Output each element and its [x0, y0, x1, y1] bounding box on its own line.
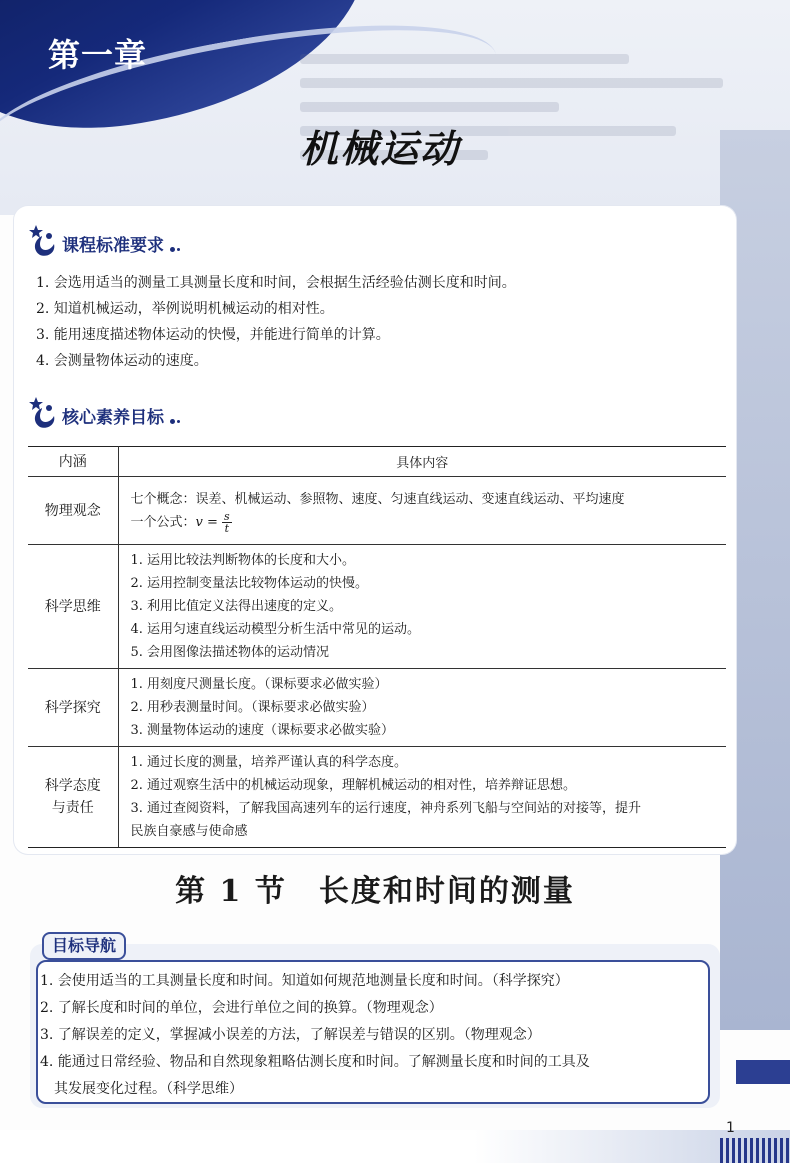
row-label: 科学态度 与责任	[28, 747, 118, 848]
fraction: $\frac{s}{t}$	[224, 509, 230, 535]
dots-icon	[170, 247, 180, 252]
table-row	[28, 545, 726, 669]
core-heading-text: 核心素养目标	[62, 408, 164, 428]
core-literacy-table	[28, 446, 726, 848]
row-line: 七个概念：误差、机械运动、参照物、速度、匀速直线运动、变速直线运动、平均速度	[130, 491, 625, 507]
row-content	[118, 477, 726, 545]
curriculum-heading	[28, 222, 180, 258]
curriculum-list	[36, 270, 516, 374]
row-line: 2. 用秒表测量时间。（课标要求必做实验）	[130, 700, 375, 715]
row-line: 3. 通过查阅资料，了解我国高速列车的运行速度，神舟系列飞船与空间站的对接等，提升	[130, 801, 642, 816]
list-item: 4. 会测量物体运动的速度。	[36, 353, 208, 369]
star-figure-icon	[28, 394, 60, 430]
table-header-row	[28, 447, 726, 477]
row-content	[118, 669, 726, 747]
row-line: 2. 通过观察生活中的机械运动现象，理解机械运动的相对性，培养辩证思想。	[130, 778, 577, 793]
dots-icon	[170, 419, 180, 424]
row-label: 科学探究	[28, 669, 118, 747]
list-item: 3. 能用速度描述物体运动的快慢，并能进行简单的计算。	[36, 327, 390, 343]
column-header: 具体内容	[118, 447, 726, 477]
row-line: 4. 运用匀速直线运动模型分析生活中常见的运动。	[130, 622, 421, 637]
list-item: 3. 了解误差的定义，掌握减小误差的方法，了解误差与错误的区别。（物理观念）	[40, 1027, 541, 1043]
row-line: 3. 利用比值定义法得出速度的定义。	[130, 599, 343, 614]
goal-list	[40, 968, 708, 1103]
page-number: 1	[726, 1120, 735, 1136]
row-line: 1. 用刻度尺测量长度。（课标要求必做实验）	[130, 677, 388, 692]
row-content	[118, 545, 726, 669]
chapter-label: 第一章	[48, 36, 148, 74]
section-name: 长度和时间的测量	[318, 874, 575, 909]
list-item: 2. 了解长度和时间的单位，会进行单位之间的换算。（物理观念）	[40, 1000, 443, 1016]
goal-nav-tag: 目标导航	[42, 932, 126, 960]
row-line: 2. 运用控制变量法比较物体运动的快慢。	[130, 576, 369, 591]
list-item: 1. 会使用适当的工具测量长度和时间。知道如何规范地测量长度和时间。（科学探究）	[40, 973, 569, 989]
footer-band	[0, 1130, 790, 1163]
column-header: 内涵	[28, 447, 118, 477]
chapter-title: 机械运动	[299, 127, 460, 171]
side-strip	[736, 1060, 790, 1084]
row-label: 科学思维	[28, 545, 118, 669]
star-figure-icon	[28, 222, 60, 258]
footer-stripes	[720, 1138, 790, 1163]
curriculum-heading-text: 课程标准要求	[62, 236, 164, 256]
core-heading	[28, 394, 180, 430]
table-row	[28, 747, 726, 848]
row-line: 3. 测量物体运动的速度（课标要求必做实验）	[130, 723, 395, 738]
row-line: 5. 会用图像法描述物体的运动情况	[130, 645, 330, 660]
section-title	[0, 866, 750, 910]
list-item: 其发展变化过程。（科学思维）	[54, 1081, 243, 1097]
row-line: 1. 通过长度的测量，培养严谨认真的科学态度。	[130, 755, 408, 770]
row-line: 1. 运用比较法判断物体的长度和大小。	[130, 553, 356, 568]
row-line: 民族自豪感与使命感	[130, 824, 248, 839]
row-label: 物理观念	[28, 477, 118, 545]
list-item: 2. 知道机械运动，举例说明机械运动的相对性。	[36, 301, 334, 317]
list-item: 4. 能通过日常经验、物品和自然现象粗略估测长度和时间。了解测量长度和时间的工具及	[40, 1054, 590, 1070]
row-content	[118, 747, 726, 848]
section-number: 第 1 节	[175, 874, 287, 909]
list-item: 1. 会选用适当的测量工具测量长度和时间，会根据生活经验估测长度和时间。	[36, 275, 516, 291]
formula: 一个公式：v = $\frac{s}{t}$	[130, 509, 230, 535]
table-row	[28, 669, 726, 747]
table-row	[28, 477, 726, 545]
